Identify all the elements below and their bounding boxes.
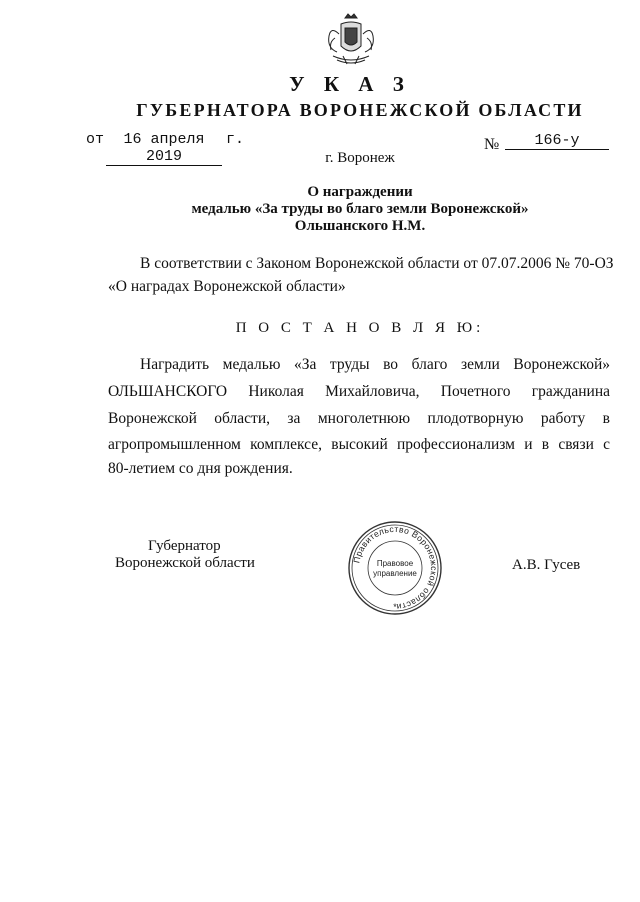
order-text-line: Наградить медалью «За труды во благо земли Воронежской» [140, 356, 610, 373]
order-text-line: ОЛЬШАНСКОГО Николая Михайловича, Почетного гражданина [108, 383, 610, 400]
signatory-title: Губернатор [148, 538, 221, 554]
order-text-line: агропромышленном комплексе, высокий профессионализм и в связи с [108, 436, 610, 453]
stamp-star-icon: * [393, 602, 397, 612]
stamp-ring-text: Правительство Воронежской области [351, 523, 440, 613]
date-prefix: от [86, 131, 105, 148]
decree-issuer: ГУБЕРНАТОРА ВОРОНЕЖСКОЙ ОБЛАСТИ [136, 100, 584, 120]
subject-line: медалью «За труды во благо земли Воронежской» [191, 201, 529, 217]
order-text-line: 80-летием со дня рождения. [108, 460, 293, 477]
legal-basis-line: В соответствии с Законом Воронежской области от 07.07.2006 № 70-ОЗ [140, 255, 614, 272]
decree-title: У К А З [289, 72, 411, 96]
decree-date: 16 апреля 2019 [106, 131, 222, 166]
order-text-line: Воронежской области, за многолетнюю плодотворную работу в [108, 410, 610, 427]
decree-subject [0, 184, 640, 235]
legal-basis-line: «О наградах Воронежской области» [108, 278, 346, 295]
signatory-title: Воронежской области [115, 555, 255, 571]
official-stamp [347, 520, 443, 616]
signatory-name: А.В. Гусев [512, 557, 581, 573]
coat-of-arms-icon [325, 12, 377, 68]
stamp-center-text: управление [373, 569, 417, 578]
number-sign: № [484, 136, 500, 153]
decree-number: 166-у [505, 132, 609, 150]
resolution-heading: П О С Т А Н О В Л Я Ю: [235, 320, 485, 336]
issue-city: г. Воронеж [325, 150, 395, 166]
subject-line: О награждении [307, 184, 413, 200]
date-suffix: г. [226, 131, 245, 148]
stamp-center-text: Правовое [376, 559, 414, 568]
subject-line: Ольшанского Н.М. [294, 218, 426, 234]
